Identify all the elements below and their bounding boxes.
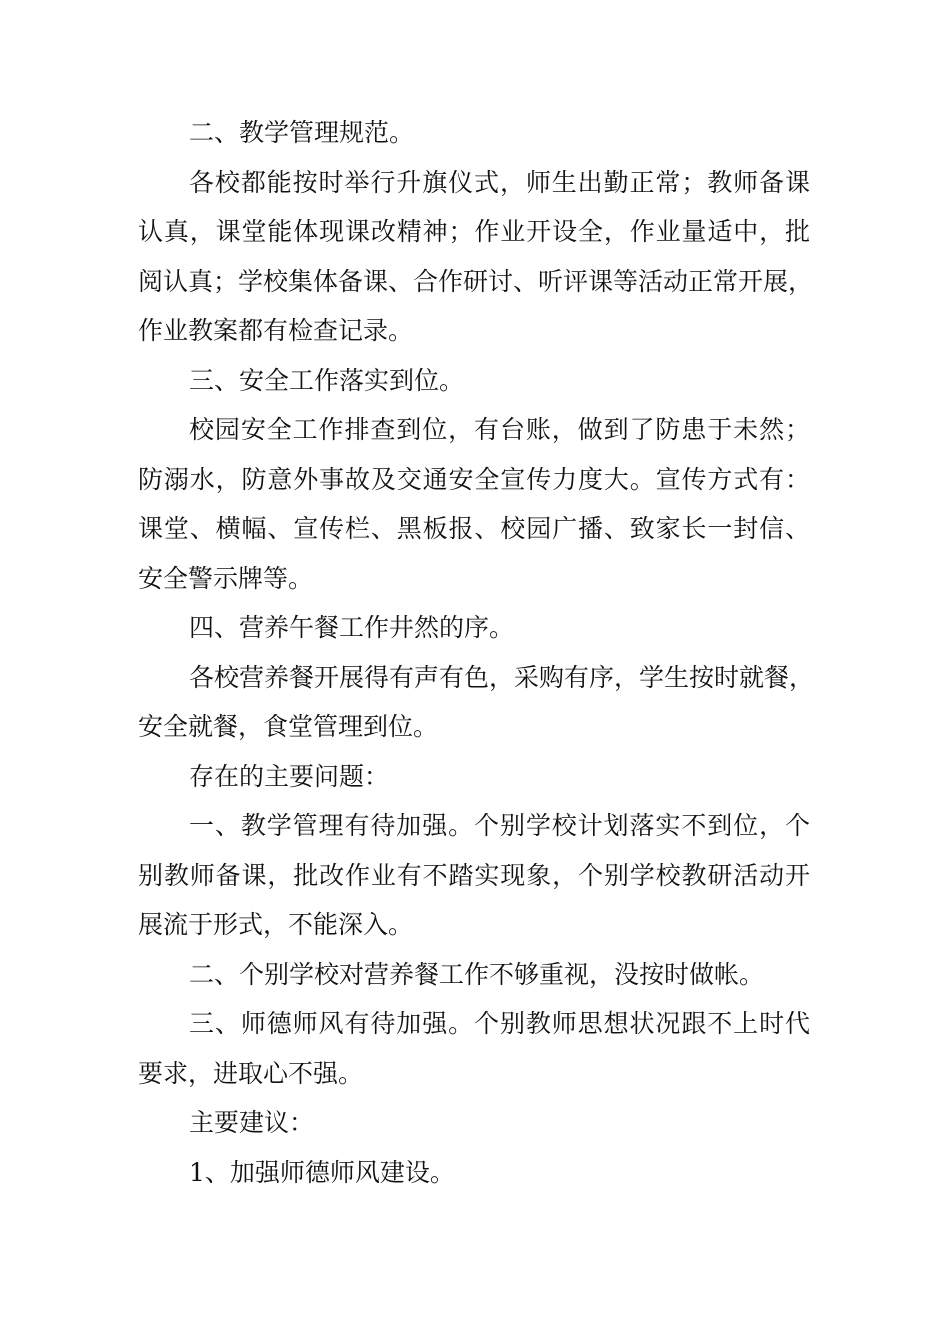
- paragraph-line: 课堂、横幅、宣传栏、黑板报、校园广播、致家长一封信、: [138, 514, 810, 543]
- paragraph-line: 要求，进取心不强。: [138, 1058, 364, 1088]
- paragraph-line: 三、师德师风有待加强。个别教师思想状况跟不上时代: [189, 1009, 810, 1038]
- paragraph-line: 展流于形式，不能深入。: [138, 910, 414, 939]
- section-heading-safety: 三、安全工作落实到位。: [189, 365, 465, 395]
- paragraph-line: 各校营养餐开展得有声有色，采购有序，学生按时就餐，: [189, 662, 815, 692]
- suggestion-item: 1、加强师德师风建设。: [189, 1157, 455, 1187]
- paragraph-line: 各校都能按时举行升旗仪式，师生出勤正常；教师备课: [189, 167, 810, 197]
- paragraph-line: 防溺水，防意外事故及交通安全宣传力度大。宣传方式有：: [138, 464, 810, 494]
- section-heading-main-suggestions: 主要建议：: [189, 1108, 315, 1137]
- paragraph-line: 安全警示牌等。: [138, 563, 314, 593]
- paragraph-line: 一、教学管理有待加强。个别学校计划落实不到位，个: [189, 811, 810, 840]
- section-heading-teaching-management: 二、教学管理规范。: [189, 118, 415, 147]
- document-body: [138, 108, 815, 1197]
- paragraph-line: 阅认真；学校集体备课、合作研讨、听评课等活动正常开展，: [138, 266, 814, 296]
- paragraph-line: 校园安全工作排查到位，有台账，做到了防患于未然；: [189, 415, 810, 444]
- paragraph-line: 作业教案都有检查记录。: [138, 316, 414, 345]
- section-heading-main-problems: 存在的主要问题：: [189, 761, 390, 791]
- paragraph-line: 别教师备课，批改作业有不踏实现象，个别学校教研活动开: [138, 860, 810, 890]
- paragraph-line: 安全就餐，食堂管理到位。: [138, 712, 439, 741]
- paragraph-line: 二、个别学校对营养餐工作不够重视，没按时做帐。: [189, 959, 765, 989]
- section-heading-nutrition-lunch: 四、营养午餐工作井然的序。: [189, 613, 515, 642]
- paragraph-line: 认真，课堂能体现课改精神；作业开设全，作业量适中，批: [138, 217, 810, 246]
